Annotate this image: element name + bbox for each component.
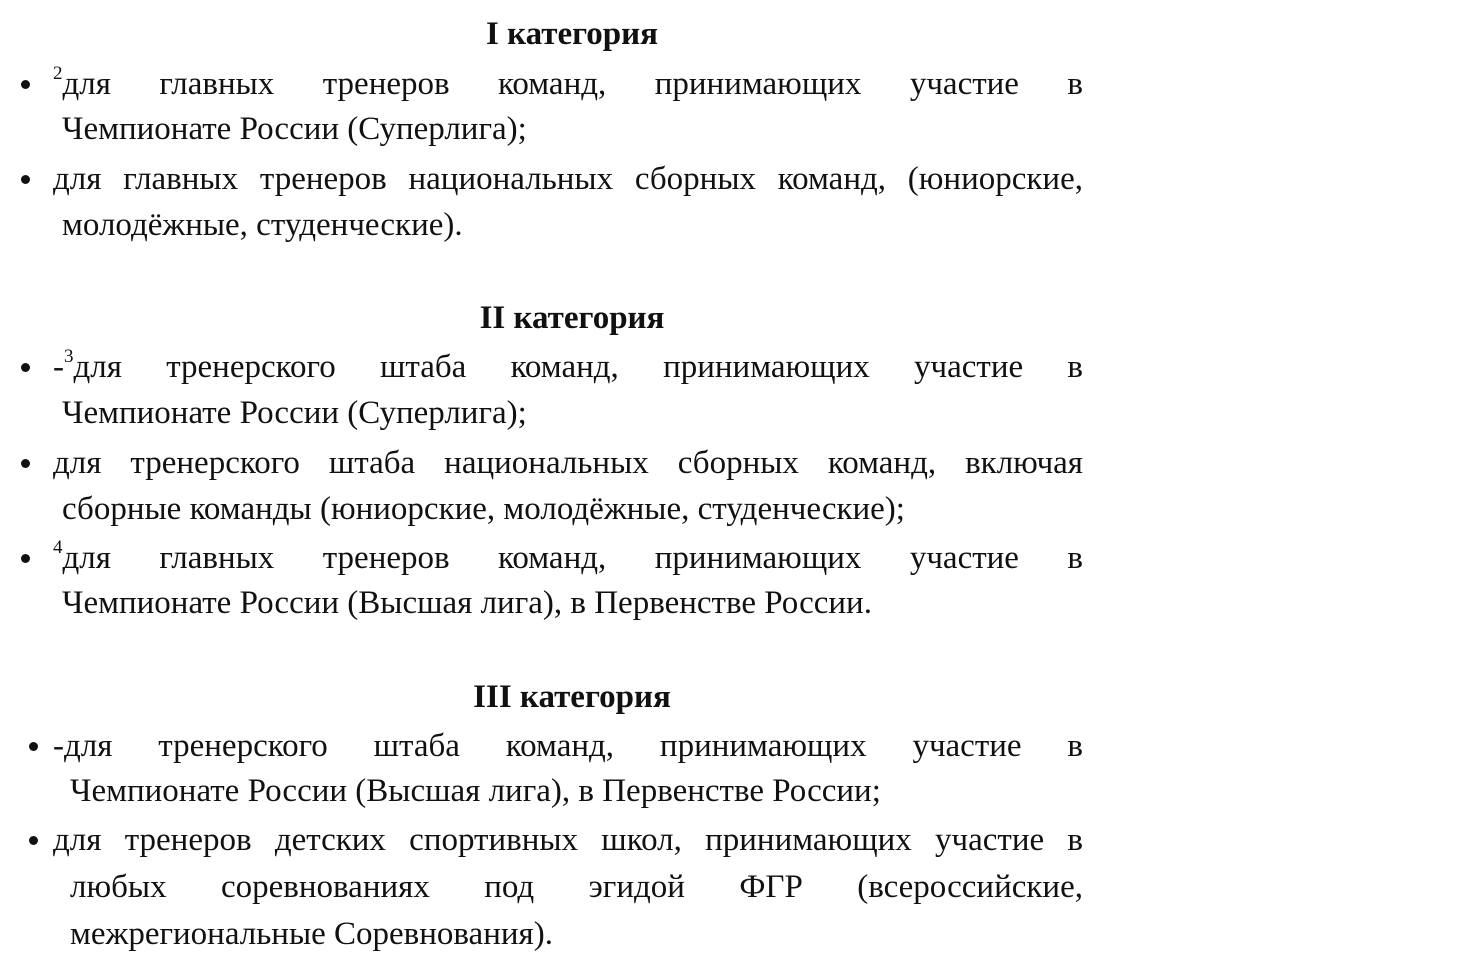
- item-line: молодёжные, студенческие).: [62, 207, 463, 243]
- item-line: для тренеров детских спортивных школ, принимающих участие в: [53, 822, 1083, 858]
- bullet-icon: [21, 175, 30, 184]
- bullet-icon: [29, 836, 38, 845]
- item-line: -$^3$для тренерского штаба команд, принимающих участие в: [53, 347, 1083, 385]
- category-2-heading: II категория: [479, 300, 665, 336]
- category-1-heading: I категория: [486, 16, 658, 52]
- bullet-icon: [21, 80, 30, 89]
- bullet-icon: [21, 459, 30, 468]
- bullet-icon: [29, 742, 38, 751]
- item-line: межрегиональные Соревнования).: [70, 916, 553, 952]
- item-line: $^4$для главных тренеров команд, принимающих участие в: [53, 538, 1083, 576]
- footnote-marker: 4: [53, 538, 63, 558]
- item-line: для главных тренеров национальных сборных команд, (юниорские,: [53, 161, 1083, 197]
- item-line: сборные команды (юниорские, молодёжные, студенческие);: [62, 491, 905, 527]
- category-3-heading: III категория: [473, 679, 671, 715]
- bullet-icon: [21, 363, 30, 372]
- item-line: Чемпионате России (Высшая лига), в Первенстве России;: [70, 773, 881, 809]
- item-line: $^2$для главных тренеров команд, принимающих участие в: [53, 64, 1083, 102]
- item-line: Чемпионате России (Суперлига);: [62, 395, 527, 431]
- footnote-marker: 3: [64, 347, 74, 367]
- item-line: -для тренерского штаба команд, принимающих участие в: [53, 728, 1083, 764]
- item-line: Чемпионате России (Суперлига);: [62, 111, 527, 147]
- bullet-icon: [21, 554, 30, 563]
- footnote-marker: 2: [53, 64, 63, 84]
- item-line: Чемпионате России (Высшая лига), в Первенстве России.: [62, 585, 872, 621]
- item-line: любых соревнованиях под эгидой ФГР (всероссийские,: [70, 869, 1083, 905]
- item-line: для тренерского штаба национальных сборных команд, включая: [53, 445, 1083, 481]
